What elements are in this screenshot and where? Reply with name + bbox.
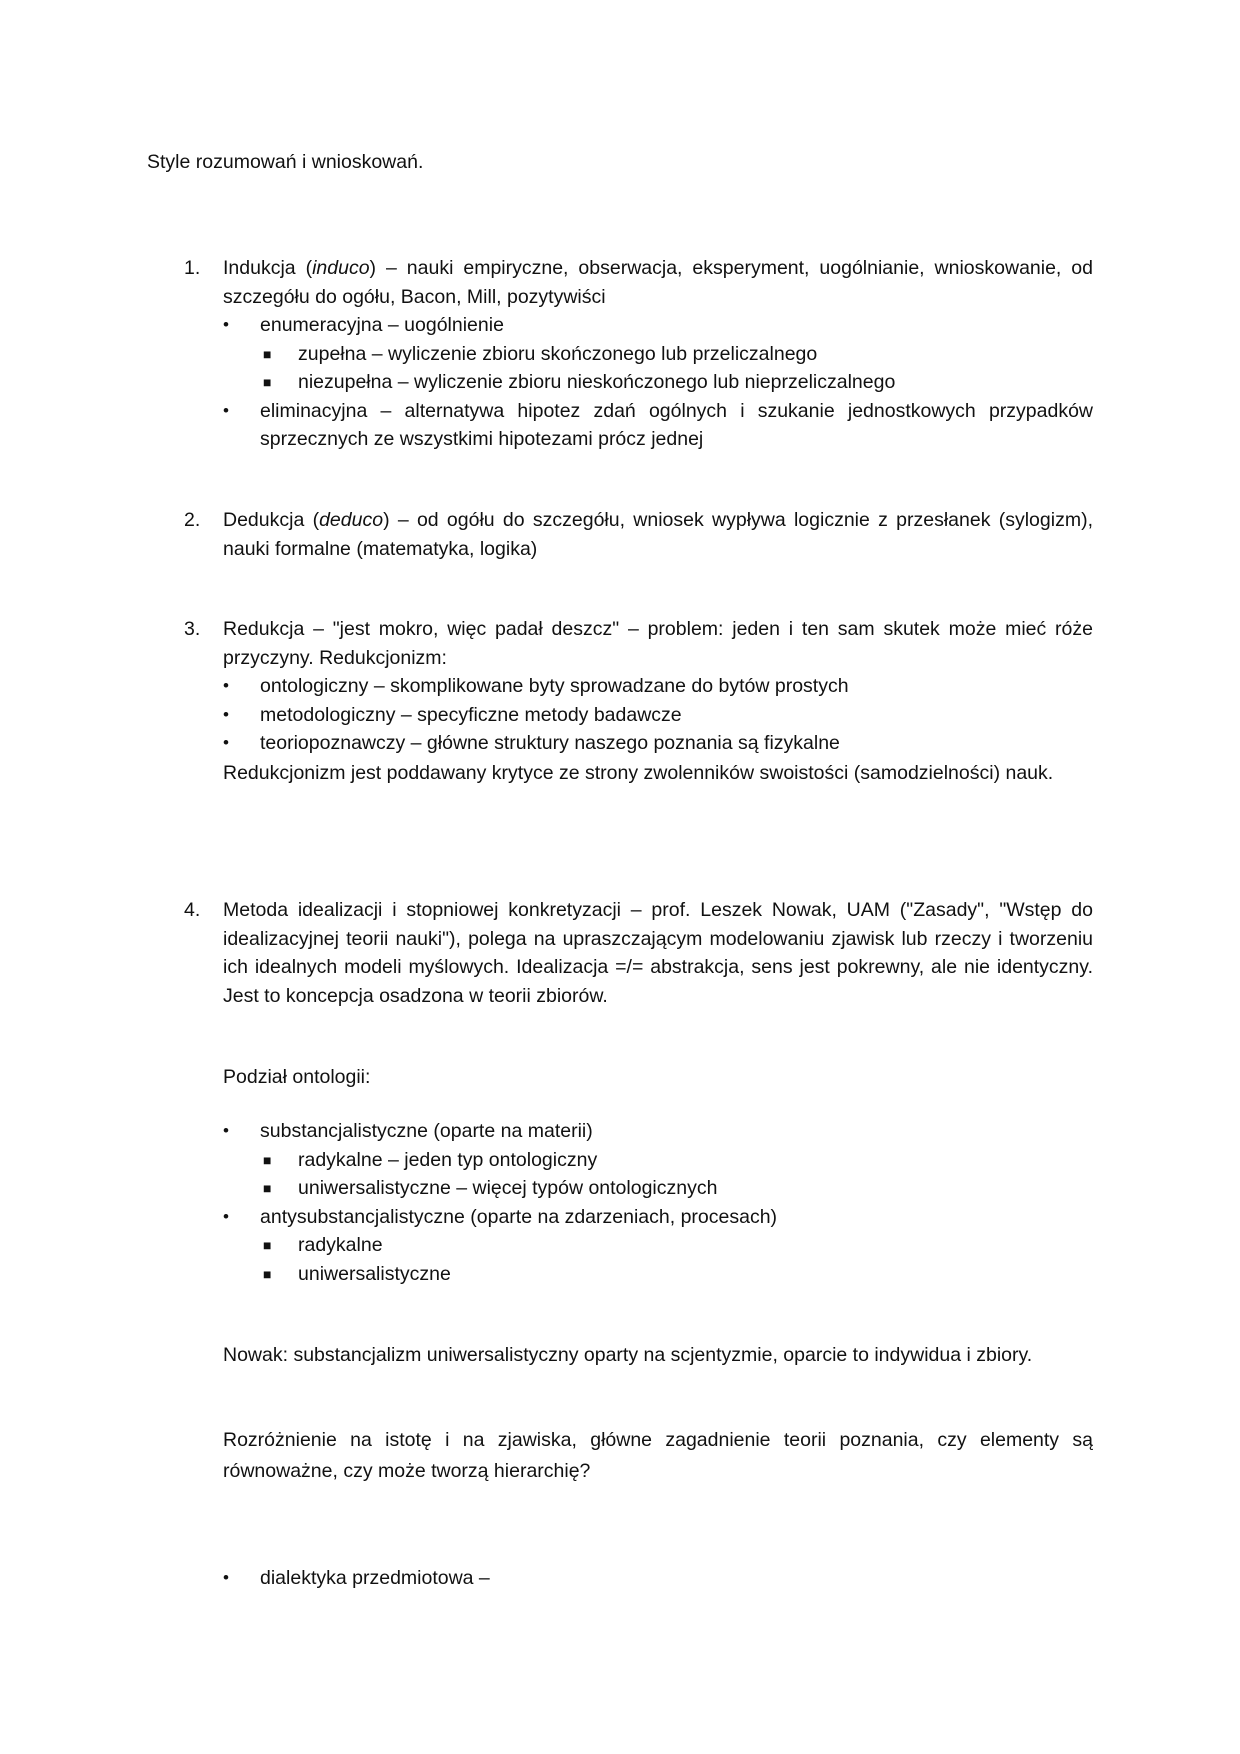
section-body <box>223 254 1093 454</box>
section-number: 4. <box>184 899 201 921</box>
list-item: • dialektyka przedmiotowa – <box>223 1564 1093 1593</box>
bullet-icon: • <box>223 1206 229 1226</box>
ontology-list <box>223 1117 1093 1288</box>
dialectic-list <box>223 1564 1093 1593</box>
sub-list-item: ■ uniwersalistyczne – więcej typów ontologicznych <box>223 1174 1093 1203</box>
distinction-paragraph: Rozróżnienie na istotę i na zjawiska, główne zagadnienie teorii poznania, czy elementy są równoważne, czy może tworzą hierarchię? <box>223 1429 1093 1482</box>
sub-list-item: ■ radykalne <box>223 1231 1093 1260</box>
bullet-icon: • <box>223 676 229 695</box>
list-item: • eliminacyjna – alternatywa hipotez zdań ogólnych i szukanie jednostkowych przypadków sprzecznych ze wszystkimi hipotezami prócz jednej <box>223 397 1093 454</box>
list-item: • metodologiczny – specyficzne metody badawcze <box>223 701 1093 730</box>
section-paragraph: Dedukcja (deduco) – od ogółu do szczegółu, wniosek wypływa logicznie z przesłanek (sylogizm), nauki formalne (matematyka, logika) <box>223 509 1093 560</box>
list-item: • ontologiczny – skomplikowane byty sprowadzane do bytów prostych <box>223 672 1093 701</box>
square-bullet-icon: ■ <box>263 345 272 362</box>
sub-list-item: ■ uniwersalistyczne <box>223 1260 1093 1289</box>
section-paragraph: Redukcja – "jest mokro, więc padał deszcz" – problem: jeden i ten sam skutek może mieć róże przyczyny. Redukcjonizm: <box>223 618 1093 669</box>
square-bullet-icon: ■ <box>263 374 272 390</box>
list-item: • enumeracyjna – uogólnienie <box>223 311 1093 340</box>
section-number: 3. <box>184 618 201 640</box>
list-item: • teoriopoznawczy – główne struktury naszego poznania są fizykalne <box>223 729 1093 758</box>
bullet-icon: • <box>223 1121 229 1140</box>
square-bullet-icon: ■ <box>263 1265 272 1282</box>
bullet-icon: • <box>223 704 229 724</box>
bullet-icon: • <box>223 315 229 334</box>
square-bullet-icon: ■ <box>263 1180 272 1196</box>
sub-list-item: ■ zupełna – wyliczenie zbioru skończonego lub przeliczalnego <box>223 340 1093 369</box>
list-item: • antysubstancjalistyczne (oparte na zdarzeniach, procesach) <box>223 1203 1093 1232</box>
bullet-icon: • <box>223 400 229 420</box>
square-bullet-icon: ■ <box>263 1237 272 1253</box>
section-paragraph: Indukcja (induco) – nauki empiryczne, obserwacja, eksperyment, uogólnianie, wnioskowanie, od szczegółu do ogółu, Bacon, Mill, pozytywiści <box>223 257 1093 308</box>
ontology-heading: Podział ontologii: <box>223 1066 371 1088</box>
sub-list-item: ■ radykalne – jeden typ ontologiczny <box>223 1146 1093 1175</box>
section-number: 1. <box>184 257 201 279</box>
sub-list-item: ■ niezupełna – wyliczenie zbioru nieskończonego lub nieprzeliczalnego <box>223 368 1093 397</box>
list-item: • substancjalistyczne (oparte na materii) <box>223 1117 1093 1146</box>
section-number: 2. <box>184 509 201 531</box>
nowak-paragraph: Nowak: substancjalizm uniwersalistyczny oparty na scjentyzmie, oparcie to indywidua i zbiory. <box>223 1344 1033 1366</box>
square-bullet-icon: ■ <box>263 1151 272 1168</box>
section-paragraph: Redukcjonizm jest poddawany krytyce ze strony zwolenników swoistości (samodzielności) nauk. <box>223 761 1054 784</box>
bullet-icon: • <box>223 733 229 752</box>
bullet-icon: • <box>223 1568 229 1587</box>
section-body <box>223 615 1093 789</box>
document-title: Style rozumowań i wnioskowań. <box>147 151 424 173</box>
section-paragraph: Metoda idealizacji i stopniowej konkretyzacji – prof. Leszek Nowak, UAM ("Zasady", "Wstęp do idealizacyjnej teorii nauki"), polega na upraszczającym modelowaniu zjawisk lub rzeczy i tworzeniu ich idealnych modeli myślowych. Idealizacja =/= abstrakcja, sens jest pokrewny, ale nie identyczny. Jest to koncepcja osadzona w teorii zbiorów. <box>223 899 1093 1007</box>
